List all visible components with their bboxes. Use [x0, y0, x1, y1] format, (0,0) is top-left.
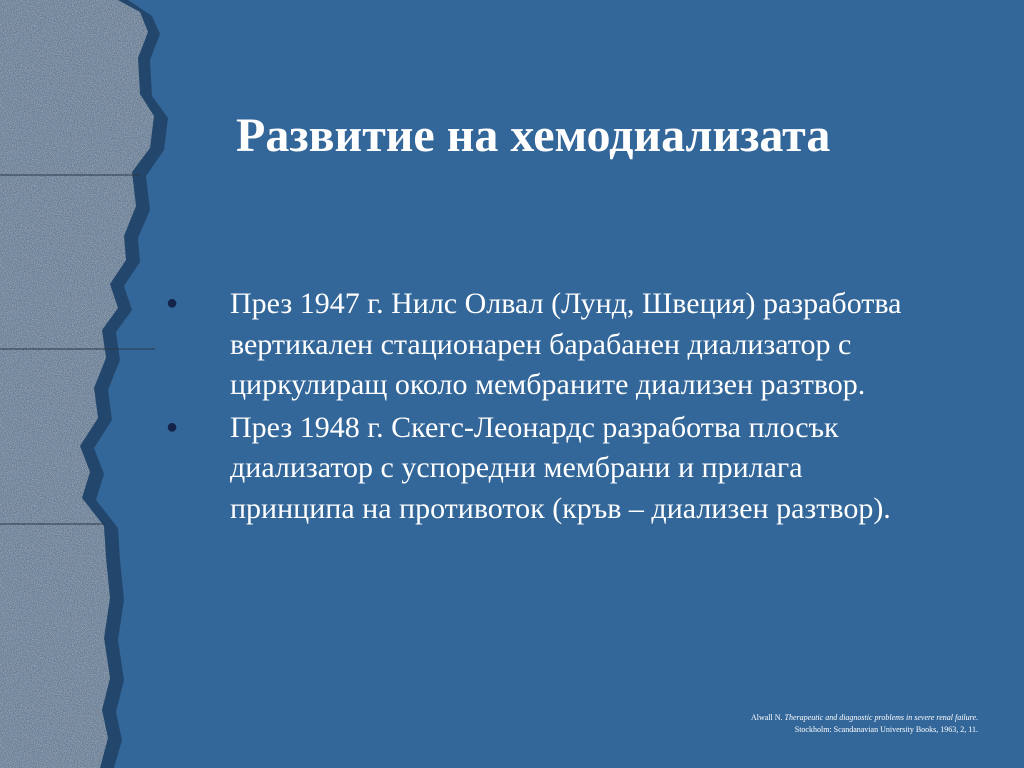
- bullet-text: През 1948 г. Скегс-Леонардс разработва плосък диализатор с успоредни мембрани и прилага принципа на противоток (кръв – диализен разтвор).: [230, 410, 891, 525]
- slide-title: Развитие на хемодиализата: [236, 109, 831, 162]
- citation: [458, 712, 978, 736]
- citation-publisher: Stockholm: Scandanavian University Books, 1963, 2, 11.: [794, 725, 978, 734]
- bullet-item: [160, 408, 920, 530]
- bullet-text: През 1947 г. Нилс Олвал (Лунд, Швеция) разработва вертикален стационарен барабанен диализатор с циркулиращ около мембраните диализен разтвор.: [230, 287, 902, 401]
- bullet-dot-icon: ●: [166, 292, 179, 314]
- citation-work: Therapeutic and diagnostic problems in severe renal failure: [784, 713, 976, 722]
- citation-author: Alwall N.: [750, 713, 783, 722]
- citation-line-1: Alwall N. Therapeutic and diagnostic problems in severe renal failure.: [750, 713, 978, 722]
- bullet-item: [160, 284, 920, 406]
- bullet-dot-icon: ●: [166, 415, 179, 438]
- bullet-list: [160, 284, 920, 531]
